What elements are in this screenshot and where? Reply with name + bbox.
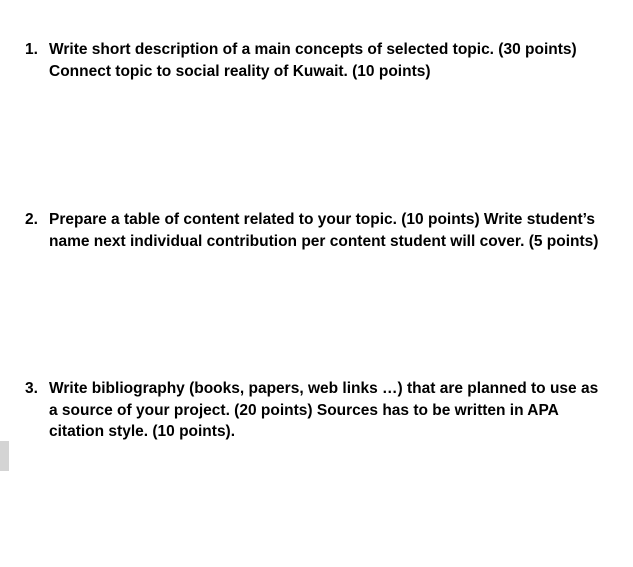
scroll-marker[interactable]	[0, 441, 9, 471]
item-text-line: Write short description of a main concepts of selected topic. (30 points)	[49, 41, 577, 58]
item-text-line: citation style. (10 points).	[49, 423, 236, 440]
list-item-1	[25, 39, 625, 82]
item-text	[49, 209, 625, 252]
item-text-line: Prepare a table of content related to your topic. (10 points) Write student’s	[49, 211, 596, 228]
item-text-line: Write bibliography (books, papers, web links …) that are planned to use as	[49, 380, 599, 397]
item-text-line: Connect topic to social reality of Kuwait. (10 points)	[49, 62, 431, 80]
item-text	[49, 39, 625, 82]
list-item-3	[25, 378, 625, 443]
item-text-line: a source of your project. (20 points) Sources has to be written in APA	[49, 401, 559, 419]
list-item-2	[25, 209, 625, 252]
item-number: 2.	[25, 211, 38, 228]
item-text-line: name next individual contribution per content student will cover. (5 points)	[49, 232, 599, 250]
item-text	[49, 378, 625, 443]
item-number: 3.	[25, 380, 38, 397]
item-number: 1.	[25, 41, 38, 58]
